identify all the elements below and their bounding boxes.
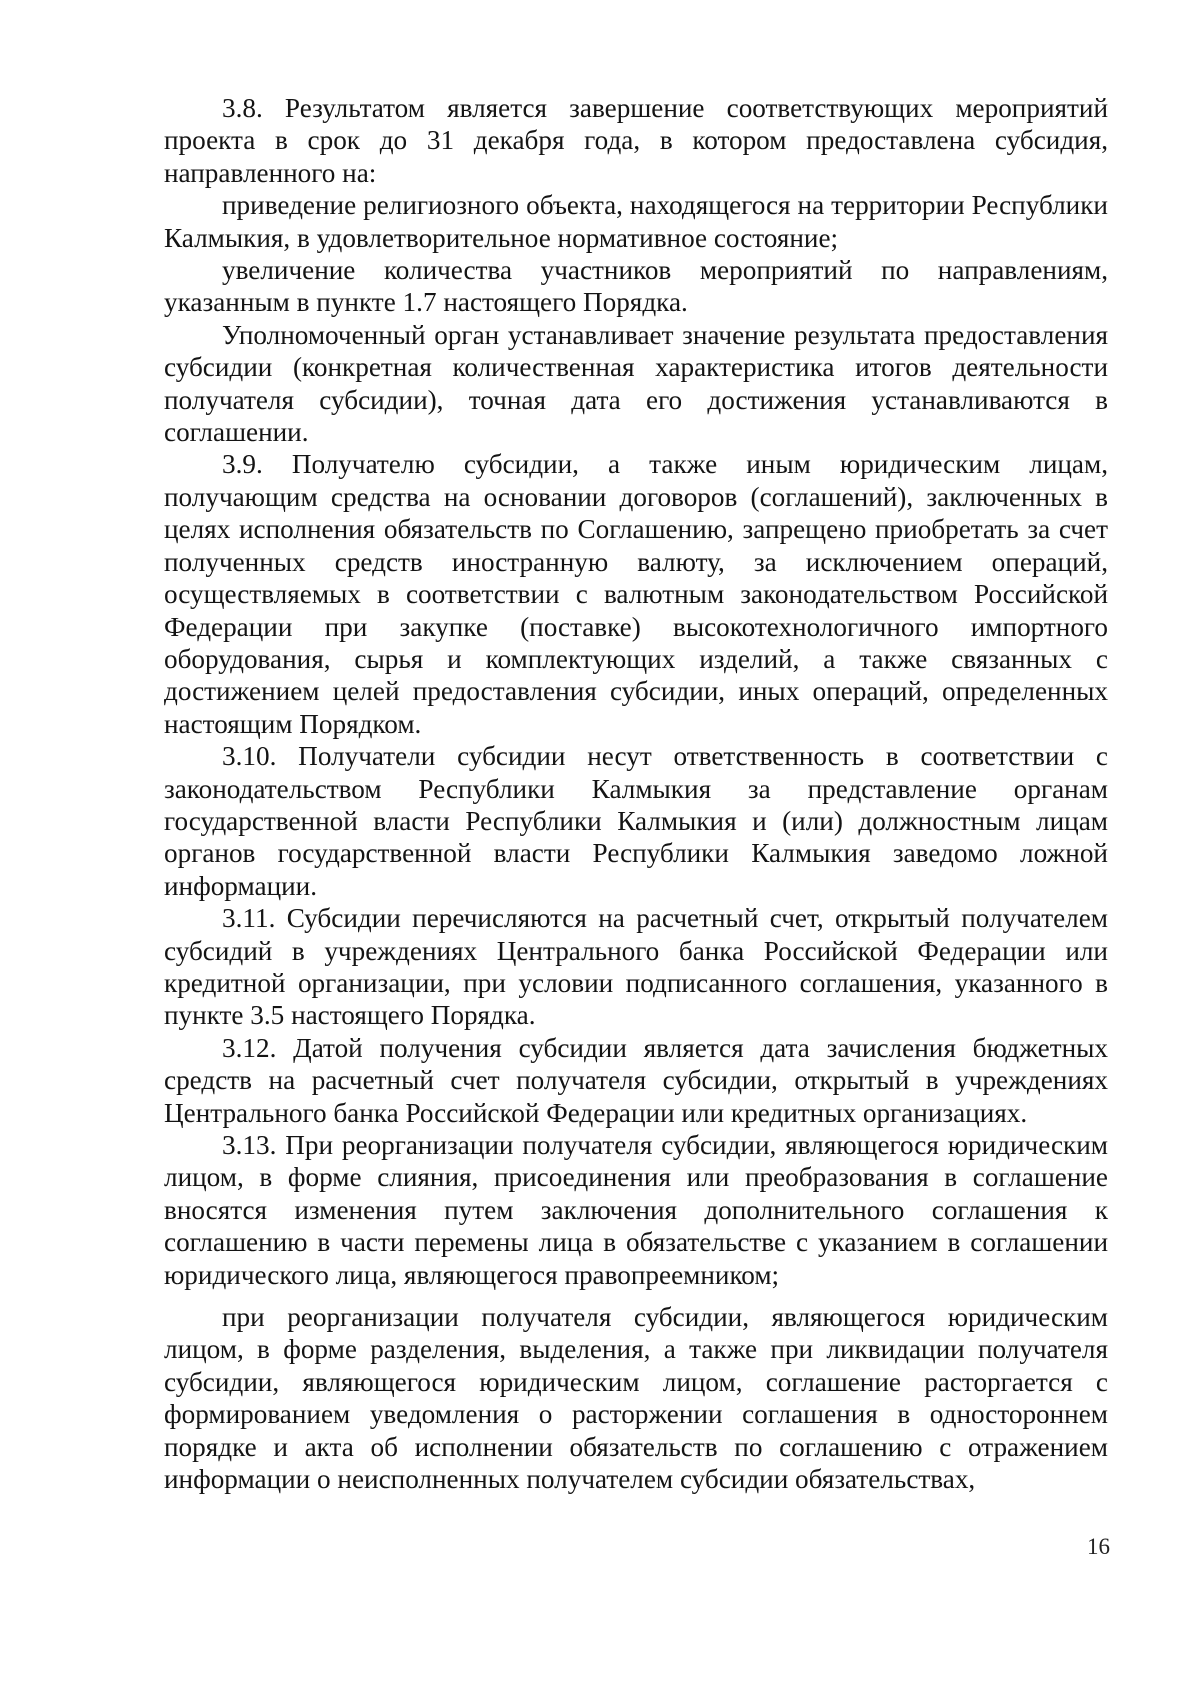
paragraph-3-10: 3.10. Получатели субсидии несут ответственность в соответствии с законодательством Республики Калмыкия за представление органам государственной власти Республики Калмыкия и (или) должностным лицам органов государственной власти Республики Калмыкия заведомо ложной информации.	[164, 741, 1108, 901]
document-body	[164, 92, 1108, 1495]
paragraph-authorized-body: Уполномоченный орган устанавливает значение результата предоставления субсидии (конкретная количественная характеристика итогов деятельности получателя субсидии), точная дата его достижения устанавливаются в соглашении.	[164, 319, 1108, 448]
paragraph-3-13-continuation: при реорганизации получателя субсидии, являющегося юридическим лицом, в форме разделения, выделения, а также при ликвидации получателя субсидии, являющегося юридическим лицом, соглашение расторгается с формированием уведомления о расторжении соглашения в одностороннем порядке и акта об исполнении обязательств по соглашению с отражением информации о неисполненных получателем субсидии обязательствах,	[164, 1302, 1108, 1495]
page-number: 16	[1087, 1534, 1110, 1559]
paragraph-3-8-item-2: увеличение количества участников мероприятий по направлениям, указанным в пункте 1.7 настоящего Порядка.	[164, 255, 1108, 318]
paragraph-3-8: 3.8. Результатом является завершение соответствующих мероприятий проекта в срок до 31 декабря года, в котором предоставлена субсидия, направленного на:	[164, 93, 1108, 188]
paragraph-3-8-item-1: приведение религиозного объекта, находящегося на территории Республики Калмыкия, в удовлетворительное нормативное состояние;	[164, 190, 1108, 253]
paragraph-3-13: 3.13. При реорганизации получателя субсидии, являющегося юридическим лицом, в форме слияния, присоединения или преобразования в соглашение вносятся изменения путем заключения дополнительного соглашения к соглашению в части перемены лица в обязательстве с указанием в соглашении юридического лица, являющегося правопреемником;	[164, 1130, 1108, 1290]
paragraph-3-12: 3.12. Датой получения субсидии является дата зачисления бюджетных средств на расчетный счет получателя субсидии, открытый в учреждениях Центрального банка Российской Федерации или кредитных организациях.	[164, 1032, 1108, 1128]
paragraph-3-9: 3.9. Получателю субсидии, а также иным юридическим лицам, получающим средства на основании договоров (соглашений), заключенных в целях исполнения обязательств по Соглашению, запрещено приобретать за счет полученных средств иностранную валюту, за исключением операций, осуществляемых в соответствии с валютным законодательством Российской Федерации при закупке (поставке) высокотехнологичного импортного оборудования, сырья и комплектующих изделий, а также связанных с достижением целей предоставления субсидии, иных операций, определенных настоящим Порядком.	[164, 449, 1108, 739]
paragraph-3-11: 3.11. Субсидии перечисляются на расчетный счет, открытый получателем субсидий в учреждениях Центрального банка Российской Федерации или кредитной организации, при условии подписанного соглашения, указанного в пункте 3.5 настоящего Порядка.	[164, 903, 1108, 1031]
